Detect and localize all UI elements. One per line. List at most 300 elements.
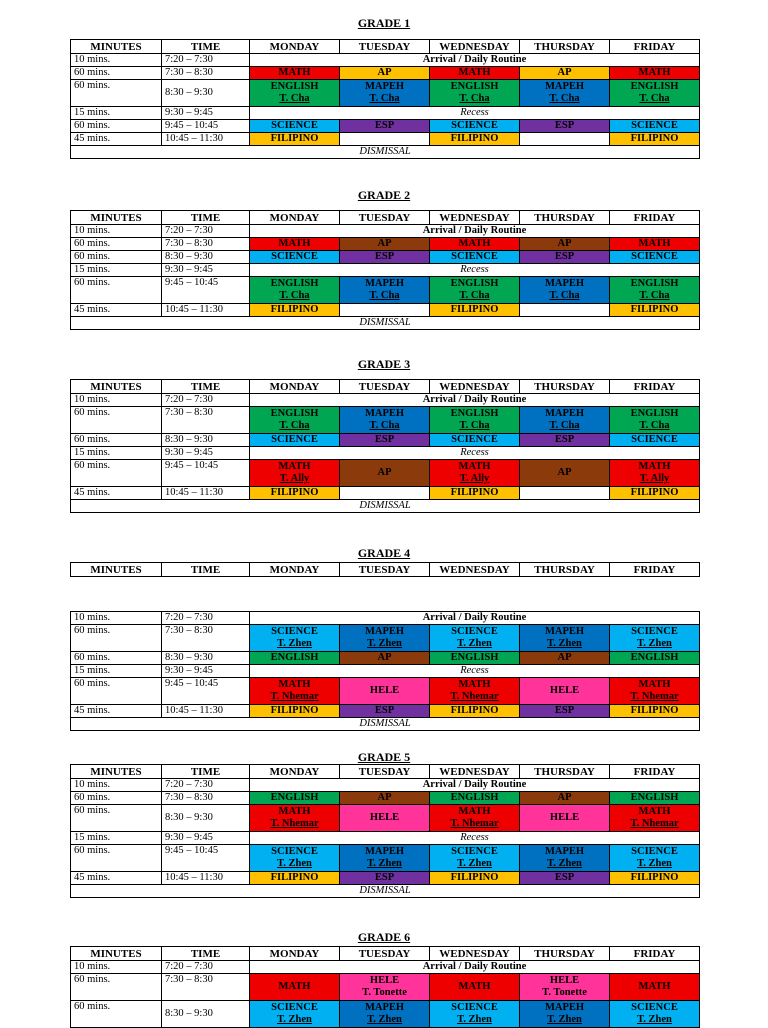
subject-label: ENGLISH	[630, 792, 679, 803]
minutes-cell: 60 mins.	[71, 805, 162, 832]
time-cell: 7:20 – 7:30	[162, 54, 250, 67]
table-row	[71, 705, 700, 718]
header-thursday: THURSDAY	[520, 765, 610, 779]
subject-cell	[250, 80, 340, 107]
header-monday: MONDAY	[250, 380, 340, 394]
subject-cell	[340, 407, 430, 434]
header-row	[71, 380, 700, 394]
teacher-label: T. Ally	[639, 473, 670, 484]
subject-cell	[430, 251, 520, 264]
teacher-label: T. Nhemar	[450, 818, 499, 829]
subject-label: SCIENCE	[451, 120, 498, 131]
header-thursday: THURSDAY	[520, 947, 610, 961]
table-row	[71, 487, 700, 500]
subject-label: FILIPINO	[630, 705, 679, 716]
table-row	[71, 394, 700, 407]
teacher-label: T. Nhemar	[270, 691, 319, 702]
minutes-cell: 45 mins.	[71, 705, 162, 718]
subject-label: SCIENCE	[271, 120, 318, 131]
table-row	[71, 317, 700, 330]
grade-title: GRADE 4	[357, 546, 411, 560]
subject-cell	[610, 434, 700, 447]
subject-label: MAPEH	[544, 1002, 585, 1013]
subject-label: ENGLISH	[630, 81, 679, 92]
minutes-cell: 60 mins.	[71, 277, 162, 304]
teacher-label: T. Cha	[459, 420, 490, 431]
teacher-label: T. Zhen	[637, 858, 672, 869]
time-cell: 7:30 – 8:30	[162, 625, 250, 652]
subject-label: AP	[377, 238, 392, 249]
subject-cell	[520, 80, 610, 107]
time-cell: 9:30 – 9:45	[162, 107, 250, 120]
subject-label: MAPEH	[544, 626, 585, 637]
grade-title: GRADE 6	[357, 930, 411, 944]
subject-cell	[610, 805, 700, 832]
header-minutes: MINUTES	[71, 211, 162, 225]
minutes-cell: 60 mins.	[71, 652, 162, 665]
header-friday: FRIDAY	[610, 947, 700, 961]
time-cell: 10:45 – 11:30	[162, 705, 250, 718]
subject-label: MAPEH	[364, 408, 405, 419]
subject-label: MATH	[638, 679, 671, 690]
minutes-cell: 60 mins.	[71, 625, 162, 652]
table-row	[71, 304, 700, 317]
subject-cell	[610, 705, 700, 718]
subject-label: ENGLISH	[630, 652, 679, 663]
subject-cell	[340, 67, 430, 80]
subject-cell	[340, 434, 430, 447]
subject-label: AP	[557, 467, 572, 478]
teacher-label: T. Zhen	[277, 1014, 312, 1025]
header-friday: FRIDAY	[610, 380, 700, 394]
header-time: TIME	[162, 380, 250, 394]
header-tuesday: TUESDAY	[340, 563, 430, 577]
subject-label: MAPEH	[364, 81, 405, 92]
minutes-cell: 10 mins.	[71, 612, 162, 625]
subject-label: MATH	[278, 238, 311, 249]
subject-cell	[520, 120, 610, 133]
subject-label: MAPEH	[544, 278, 585, 289]
subject-label: FILIPINO	[270, 487, 319, 498]
minutes-cell: 45 mins.	[71, 304, 162, 317]
subject-cell	[520, 652, 610, 665]
table-row	[71, 665, 700, 678]
time-cell: 8:30 – 9:30	[162, 251, 250, 264]
teacher-label: T. Cha	[459, 93, 490, 104]
teacher-label: T. Cha	[639, 93, 670, 104]
subject-label: FILIPINO	[270, 133, 319, 144]
time-cell: 10:45 – 11:30	[162, 304, 250, 317]
subject-cell	[430, 460, 520, 487]
time-cell: 7:30 – 8:30	[162, 407, 250, 434]
subject-label: HELE	[369, 685, 400, 696]
subject-cell	[610, 625, 700, 652]
minutes-cell: 60 mins.	[71, 238, 162, 251]
table-row	[71, 407, 700, 434]
subject-cell	[610, 974, 700, 1001]
teacher-label: T. Cha	[279, 290, 310, 301]
table-row	[71, 612, 700, 625]
subject-cell	[340, 872, 430, 885]
subject-cell	[430, 705, 520, 718]
minutes-cell: 15 mins.	[71, 264, 162, 277]
subject-cell	[520, 974, 610, 1001]
subject-cell	[520, 678, 610, 705]
subject-cell	[340, 625, 430, 652]
subject-cell	[610, 67, 700, 80]
header-wednesday: WEDNESDAY	[430, 211, 520, 225]
subject-label: MATH	[278, 679, 311, 690]
time-cell: 9:45 – 10:45	[162, 845, 250, 872]
subject-cell	[430, 678, 520, 705]
time-cell: 8:30 – 9:30	[162, 1001, 250, 1028]
subject-cell	[610, 238, 700, 251]
table-row	[71, 678, 700, 705]
subject-cell	[520, 434, 610, 447]
table-row	[71, 652, 700, 665]
teacher-label: T. Tonette	[362, 987, 407, 998]
subject-label: AP	[377, 652, 392, 663]
subject-cell	[430, 434, 520, 447]
subject-cell	[430, 487, 520, 500]
subject-cell	[340, 845, 430, 872]
subject-label: ESP	[554, 872, 575, 883]
subject-label: SCIENCE	[451, 434, 498, 445]
arrival-cell: Arrival / Daily Routine	[250, 394, 700, 407]
teacher-label: T. Nhemar	[270, 818, 319, 829]
subject-label: ESP	[554, 434, 575, 445]
subject-cell	[430, 304, 520, 317]
subject-label: AP	[557, 67, 572, 78]
time-cell: 7:20 – 7:30	[162, 394, 250, 407]
minutes-cell: 60 mins.	[71, 678, 162, 705]
subject-cell	[610, 80, 700, 107]
teacher-label: T. Zhen	[457, 638, 492, 649]
time-cell: 9:30 – 9:45	[162, 447, 250, 460]
teacher-label: T. Cha	[369, 93, 400, 104]
minutes-cell: 15 mins.	[71, 447, 162, 460]
subject-label: FILIPINO	[450, 304, 499, 315]
subject-label: ENGLISH	[270, 408, 319, 419]
subject-cell	[340, 805, 430, 832]
subject-cell	[430, 625, 520, 652]
subject-label: MATH	[278, 67, 311, 78]
header-row	[71, 947, 700, 961]
teacher-label: T. Zhen	[457, 858, 492, 869]
subject-cell	[610, 277, 700, 304]
header-minutes: MINUTES	[71, 40, 162, 54]
table-row	[71, 67, 700, 80]
header-monday: MONDAY	[250, 947, 340, 961]
table-row	[71, 264, 700, 277]
header-row	[71, 765, 700, 779]
subject-label: SCIENCE	[271, 434, 318, 445]
subject-label: SCIENCE	[631, 626, 678, 637]
header-friday: FRIDAY	[610, 211, 700, 225]
minutes-cell: 60 mins.	[71, 792, 162, 805]
teacher-label: T. Tonette	[542, 987, 587, 998]
table-row	[71, 832, 700, 845]
subject-label: MATH	[638, 67, 671, 78]
minutes-cell: 45 mins.	[71, 133, 162, 146]
header-friday: FRIDAY	[610, 40, 700, 54]
time-cell: 9:30 – 9:45	[162, 264, 250, 277]
subject-cell	[520, 460, 610, 487]
subject-label: MATH	[638, 806, 671, 817]
table-row	[71, 54, 700, 67]
minutes-cell: 45 mins.	[71, 872, 162, 885]
header-thursday: THURSDAY	[520, 40, 610, 54]
subject-cell	[340, 304, 430, 317]
subject-cell	[250, 67, 340, 80]
dismissal-cell: DISMISSAL	[71, 146, 700, 159]
subject-label: MAPEH	[364, 626, 405, 637]
table-row	[71, 238, 700, 251]
header-tuesday: TUESDAY	[340, 380, 430, 394]
minutes-cell: 60 mins.	[71, 974, 162, 1001]
time-cell: 9:30 – 9:45	[162, 665, 250, 678]
header-thursday: THURSDAY	[520, 211, 610, 225]
subject-label: MATH	[458, 806, 491, 817]
subject-label: AP	[377, 67, 392, 78]
table-row	[71, 277, 700, 304]
subject-label: MATH	[458, 461, 491, 472]
time-cell: 10:45 – 11:30	[162, 872, 250, 885]
header-wednesday: WEDNESDAY	[430, 765, 520, 779]
subject-label: ENGLISH	[450, 278, 499, 289]
subject-cell	[520, 277, 610, 304]
subject-cell	[250, 120, 340, 133]
subject-label: FILIPINO	[630, 304, 679, 315]
table-row	[71, 718, 700, 731]
dismissal-cell: DISMISSAL	[71, 500, 700, 513]
subject-cell	[250, 1001, 340, 1028]
minutes-cell: 60 mins.	[71, 251, 162, 264]
time-cell: 7:30 – 8:30	[162, 792, 250, 805]
subject-cell	[520, 251, 610, 264]
subject-label: SCIENCE	[451, 626, 498, 637]
subject-label: AP	[377, 792, 392, 803]
subject-label: SCIENCE	[631, 251, 678, 262]
header-wednesday: WEDNESDAY	[430, 380, 520, 394]
subject-cell	[340, 460, 430, 487]
subject-label: ENGLISH	[270, 278, 319, 289]
subject-cell	[250, 238, 340, 251]
header-time: TIME	[162, 563, 250, 577]
teacher-label: T. Cha	[369, 290, 400, 301]
table-row	[71, 872, 700, 885]
time-cell: 7:30 – 8:30	[162, 974, 250, 1001]
table-row	[71, 845, 700, 872]
minutes-cell: 60 mins.	[71, 80, 162, 107]
header-thursday: THURSDAY	[520, 563, 610, 577]
teacher-label: T. Zhen	[367, 1014, 402, 1025]
minutes-cell: 10 mins.	[71, 394, 162, 407]
schedule-table	[70, 379, 700, 513]
subject-label: FILIPINO	[270, 304, 319, 315]
grade-title: GRADE 2	[357, 188, 411, 202]
subject-label: FILIPINO	[450, 872, 499, 883]
header-minutes: MINUTES	[71, 563, 162, 577]
subject-label: FILIPINO	[270, 872, 319, 883]
teacher-label: T. Zhen	[637, 638, 672, 649]
subject-cell	[250, 792, 340, 805]
schedule-table	[70, 946, 700, 1028]
subject-label: SCIENCE	[631, 434, 678, 445]
table-row	[71, 885, 700, 898]
teacher-label: T. Nhemar	[630, 691, 679, 702]
time-cell: 7:20 – 7:30	[162, 612, 250, 625]
schedule-table	[70, 764, 700, 898]
time-cell: 9:45 – 10:45	[162, 678, 250, 705]
table-row	[71, 974, 700, 1001]
teacher-label: T. Zhen	[637, 1014, 672, 1025]
table-row	[71, 146, 700, 159]
dismissal-cell: DISMISSAL	[71, 718, 700, 731]
table-row	[71, 1001, 700, 1028]
subject-label: ENGLISH	[630, 278, 679, 289]
subject-cell	[340, 80, 430, 107]
subject-cell	[340, 792, 430, 805]
header-monday: MONDAY	[250, 40, 340, 54]
subject-label: FILIPINO	[630, 487, 679, 498]
subject-label: MATH	[458, 981, 491, 992]
teacher-label: T. Nhemar	[630, 818, 679, 829]
schedule-table	[70, 39, 700, 159]
teacher-label: T. Ally	[279, 473, 310, 484]
subject-label: SCIENCE	[451, 1002, 498, 1013]
subject-label: HELE	[549, 975, 580, 986]
header-row	[71, 211, 700, 225]
subject-cell	[340, 277, 430, 304]
subject-cell	[250, 625, 340, 652]
minutes-cell: 60 mins.	[71, 67, 162, 80]
table-row	[71, 107, 700, 120]
minutes-cell: 15 mins.	[71, 107, 162, 120]
subject-label: AP	[557, 792, 572, 803]
subject-label: ESP	[554, 251, 575, 262]
subject-cell	[520, 487, 610, 500]
subject-label: MATH	[458, 67, 491, 78]
table-row	[71, 792, 700, 805]
minutes-cell: 10 mins.	[71, 961, 162, 974]
subject-label: MATH	[638, 461, 671, 472]
subject-cell	[610, 487, 700, 500]
table-row	[71, 434, 700, 447]
header-tuesday: TUESDAY	[340, 211, 430, 225]
subject-label: ENGLISH	[270, 652, 319, 663]
subject-cell	[520, 238, 610, 251]
subject-cell	[610, 304, 700, 317]
subject-cell	[430, 238, 520, 251]
subject-cell	[340, 133, 430, 146]
subject-label: AP	[377, 467, 392, 478]
teacher-label: T. Cha	[279, 420, 310, 431]
subject-cell	[520, 792, 610, 805]
grade-title: GRADE 1	[357, 16, 411, 30]
subject-cell	[430, 120, 520, 133]
teacher-label: T. Zhen	[277, 858, 312, 869]
header-tuesday: TUESDAY	[340, 765, 430, 779]
header-friday: FRIDAY	[610, 765, 700, 779]
subject-label: MAPEH	[364, 1002, 405, 1013]
teacher-label: T. Zhen	[367, 638, 402, 649]
teacher-label: T. Zhen	[367, 858, 402, 869]
table-row	[71, 779, 700, 792]
subject-label: HELE	[369, 975, 400, 986]
time-cell: 9:45 – 10:45	[162, 460, 250, 487]
subject-label: MAPEH	[544, 81, 585, 92]
dismissal-cell: DISMISSAL	[71, 317, 700, 330]
teacher-label: T. Cha	[459, 290, 490, 301]
header-time: TIME	[162, 211, 250, 225]
subject-cell	[610, 845, 700, 872]
subject-cell	[520, 872, 610, 885]
arrival-cell: Arrival / Daily Routine	[250, 225, 700, 238]
teacher-label: T. Ally	[459, 473, 490, 484]
teacher-label: T. Zhen	[457, 1014, 492, 1025]
subject-cell	[250, 304, 340, 317]
subject-cell	[520, 407, 610, 434]
subject-cell	[250, 974, 340, 1001]
teacher-label: T. Cha	[549, 420, 580, 431]
time-cell: 9:30 – 9:45	[162, 832, 250, 845]
subject-cell	[430, 80, 520, 107]
header-minutes: MINUTES	[71, 947, 162, 961]
recess-cell: Recess	[250, 264, 700, 277]
subject-label: ESP	[374, 251, 395, 262]
time-cell: 8:30 – 9:30	[162, 805, 250, 832]
recess-cell: Recess	[250, 447, 700, 460]
subject-label: MATH	[278, 981, 311, 992]
table-row	[71, 133, 700, 146]
subject-label: ENGLISH	[450, 792, 499, 803]
teacher-label: T. Zhen	[547, 858, 582, 869]
subject-cell	[520, 1001, 610, 1028]
teacher-label: T. Cha	[279, 93, 310, 104]
subject-cell	[520, 845, 610, 872]
subject-cell	[610, 1001, 700, 1028]
subject-cell	[340, 251, 430, 264]
subject-cell	[340, 238, 430, 251]
subject-cell	[250, 407, 340, 434]
subject-cell	[520, 705, 610, 718]
grade-title: GRADE 5	[357, 750, 411, 764]
header-minutes: MINUTES	[71, 765, 162, 779]
subject-cell	[250, 872, 340, 885]
subject-cell	[430, 872, 520, 885]
subject-cell	[250, 845, 340, 872]
minutes-cell: 10 mins.	[71, 54, 162, 67]
subject-cell	[520, 133, 610, 146]
header-time: TIME	[162, 947, 250, 961]
subject-cell	[610, 120, 700, 133]
minutes-cell: 10 mins.	[71, 225, 162, 238]
time-cell: 7:30 – 8:30	[162, 67, 250, 80]
subject-label: ENGLISH	[450, 408, 499, 419]
subject-label: MATH	[278, 461, 311, 472]
minutes-cell: 60 mins.	[71, 434, 162, 447]
teacher-label: T. Cha	[549, 290, 580, 301]
header-row	[71, 40, 700, 54]
subject-label: HELE	[549, 685, 580, 696]
time-cell: 8:30 – 9:30	[162, 652, 250, 665]
grade-title: GRADE 3	[357, 357, 411, 371]
subject-label: MATH	[278, 806, 311, 817]
subject-label: MATH	[458, 679, 491, 690]
subject-label: SCIENCE	[271, 846, 318, 857]
subject-cell	[250, 133, 340, 146]
